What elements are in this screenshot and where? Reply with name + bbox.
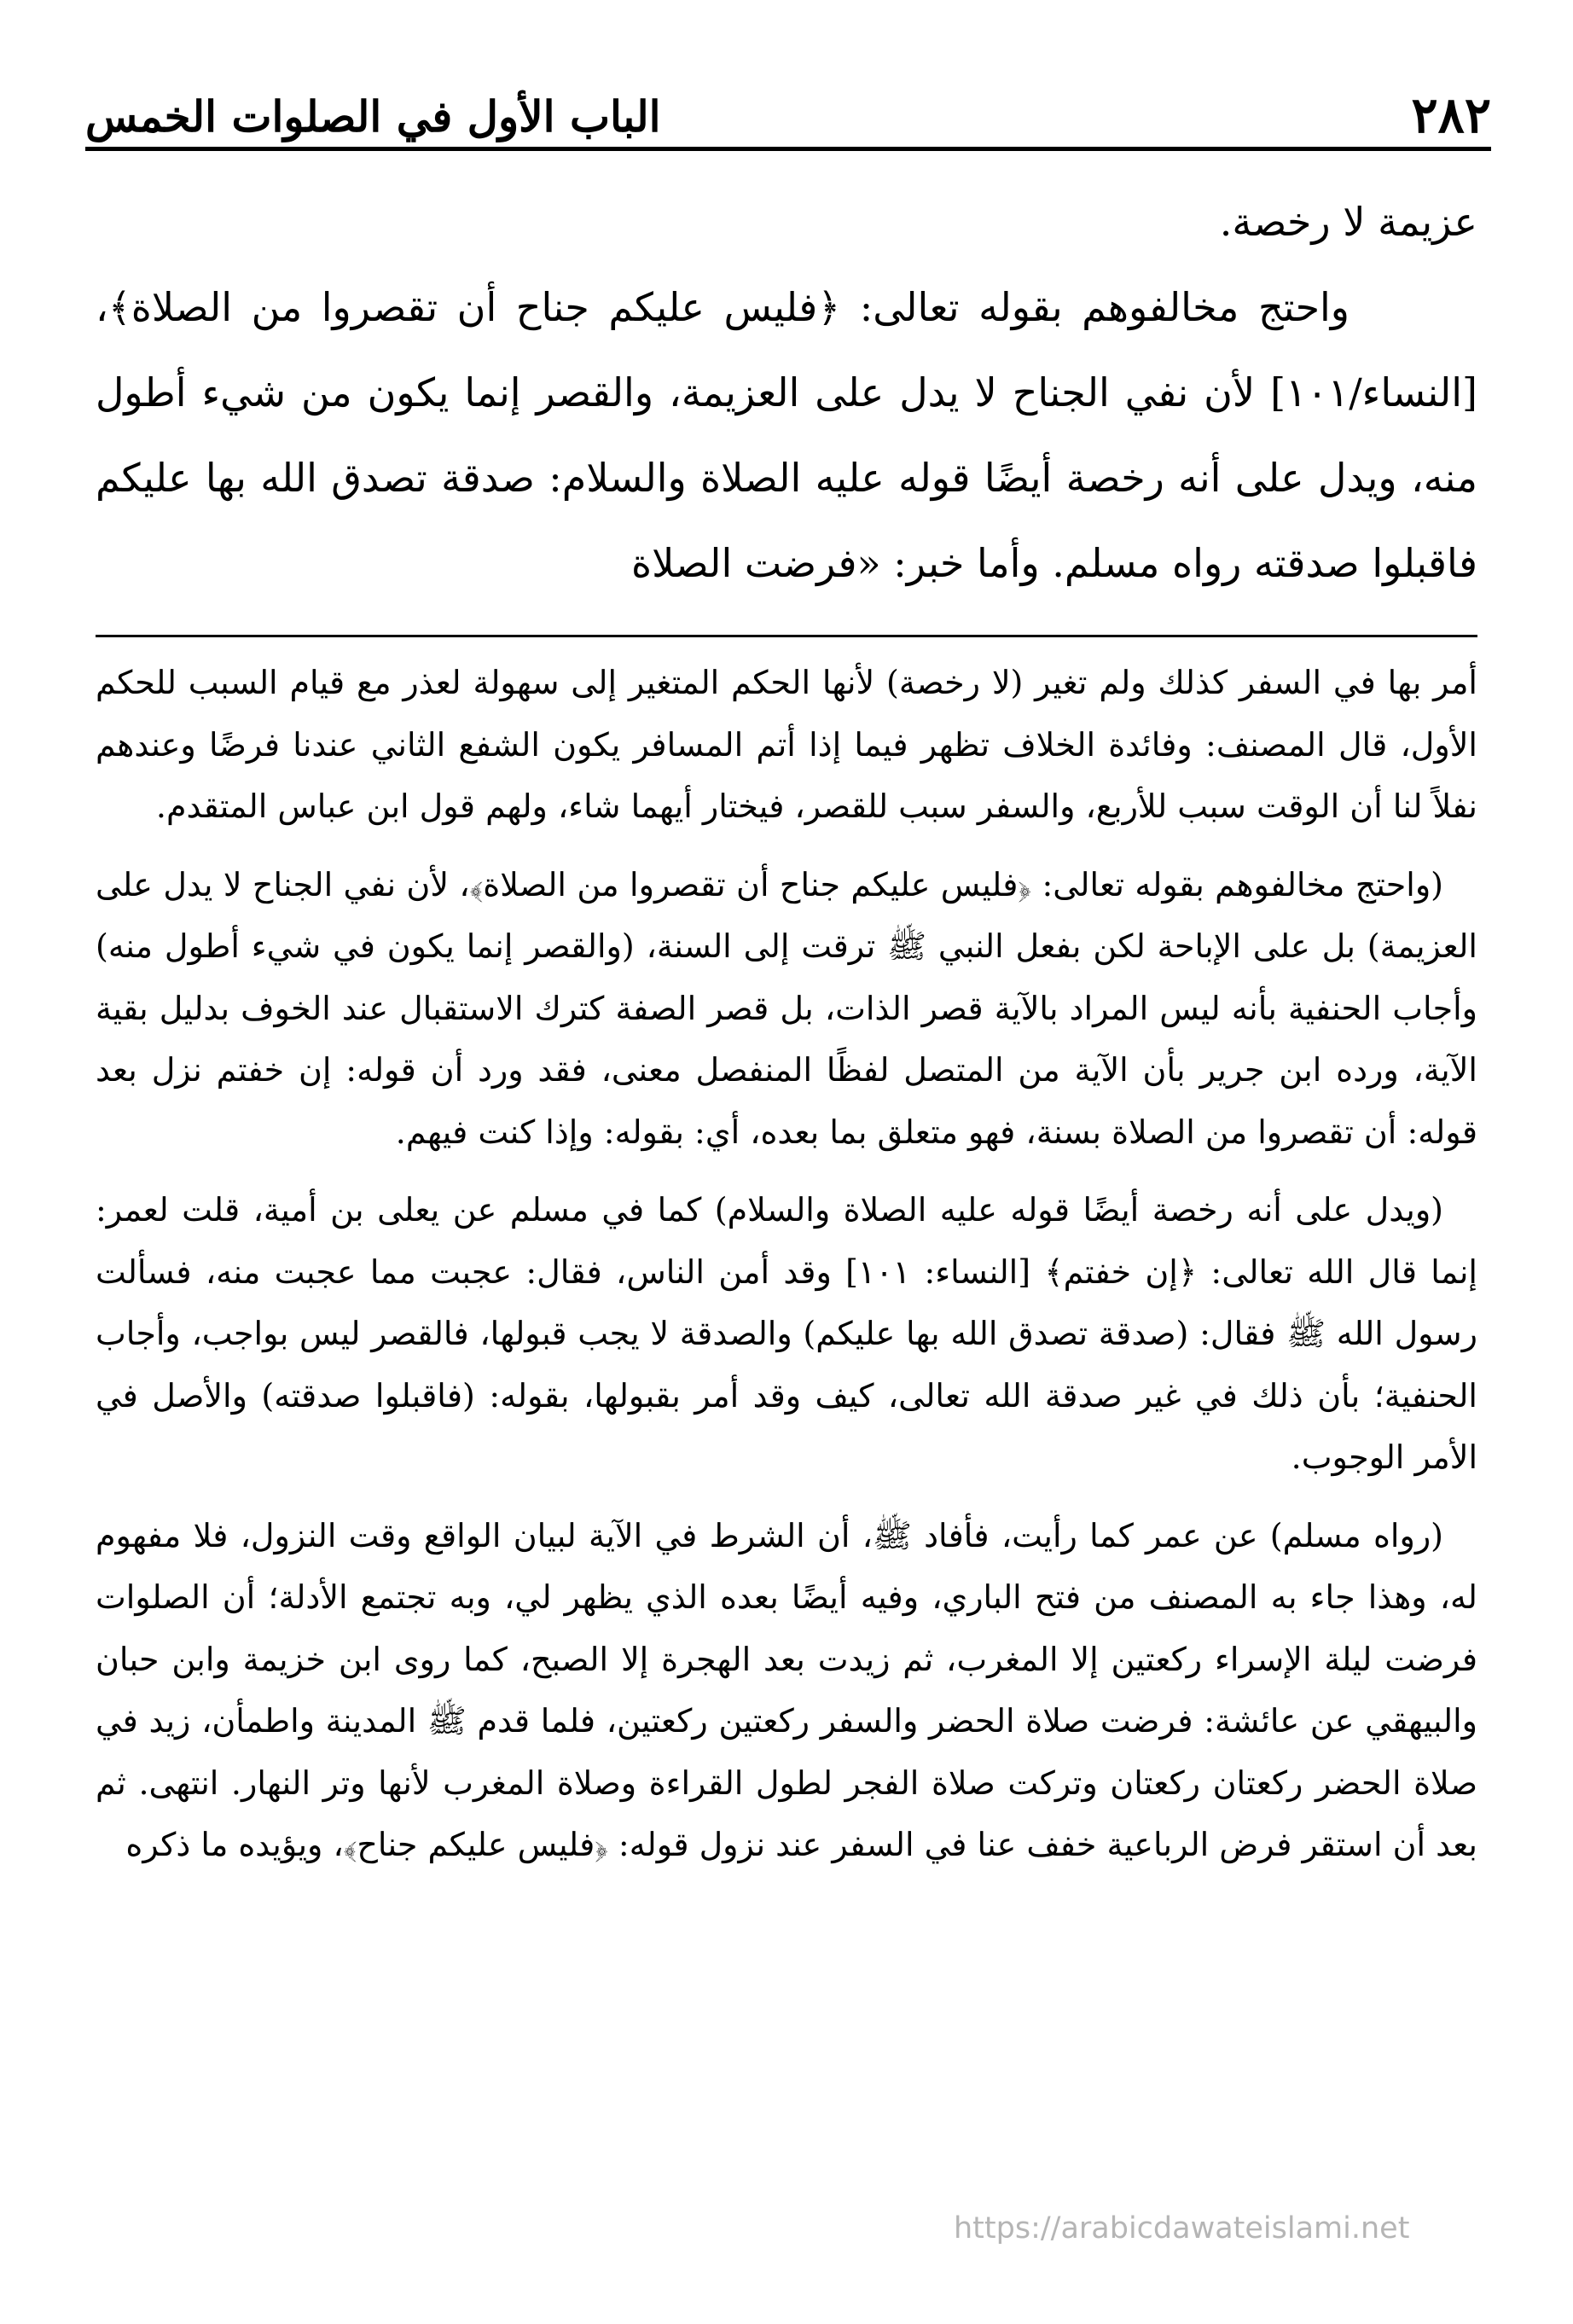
commentary-paragraph: أمر بها في السفر كذلك ولم تغير (لا رخصة) لأنها الحكم المتغير إلى سهولة لعذر مع قيام السبب للحكم الأول، قال المصنف: وفائدة الخلاف تظهر فيما إذا أتم المسافر يكون الشفع الثاني عندنا فرضًا وعندهم نفلاً لنا أن الوقت سبب للأربع، والسفر سبب للقصر، فيختار أيهما شاء، ولهم قول ابن عباس المتقدم.: [96, 664, 1477, 825]
commentary-paragraph: (رواه مسلم) عن عمر كما رأيت، فأفاد ﷺ، أن الشرط في الآية لبيان الواقع وقت النزول، فلا مفهوم له، وهذا جاء به المصنف من فتح الباري، وفيه أيضًا بعده الذي يظهر لي، وبه تجتمع الأدلة؛ أن الصلوات فرضت ليلة الإسراء ركعتين إلا المغرب، ثم زيدت بعد الهجرة إلا الصبح، كما روى ابن خزيمة وابن حبان والبيهقي عن عائشة: فرضت صلاة الحضر والسفر ركعتين ركعتين، فلما قدم ﷺ المدينة واطمأن، زيد في صلاة الحضر ركعتان ركعتان وتركت صلاة الفجر لطول القراءة وصلاة المغرب لأنها وتر النهار. انتهى. ثم بعد أن استقر فرض الرباعية خفف عنا في السفر عند نزول قوله: ﴿فليس عليكم جناح﴾، ويؤيده ما ذكره: [96, 1516, 1477, 1863]
commentary-paragraph: (واحتج مخالفوهم بقوله تعالى: ﴿فليس عليكم جناح أن تقصروا من الصلاة﴾، لأن نفي الجناح لا يدل على العزيمة) بل على الإباحة لكن بفعل النبي ﷺ ترقت إلى السنة، (والقصر إنما يكون في شيء أطول منه) وأجاب الحنفية بأنه ليس المراد بالآية قصر الذات، بل قصر الصفة كترك الاستقبال عند الخوف بدليل بقية الآية، ورده ابن جرير بأن الآية من المتصل لفظًا المنفصل معنى، فقد ورد أن قوله: إن خفتم نزل بعد قوله: أن تقصروا من الصلاة بسنة، فهو متعلق بما بعده، أي: بقوله: وإذا كنت فيهم.: [96, 865, 1477, 1151]
footnote-divider: [96, 635, 1477, 637]
commentary: [96, 652, 1477, 1892]
main-paragraph: واحتج مخالفوهم بقوله تعالى: ﴿فليس عليكم جناح أن تقصروا من الصلاة﴾، [النساء/١٠١] لأن نفي الجناح لا يدل على العزيمة، والقصر إنما يكون من شيء أطول منه، ويدل على أنه رخصة أيضًا قوله عليه الصلاة والسلام: صدقة تصدق الله بها عليكم فاقبلوا صدقته رواه مسلم. وأما خبر: «فرضت الصلاة: [96, 284, 1477, 586]
commentary-paragraph: (ويدل على أنه رخصة أيضًا قوله عليه الصلاة والسلام) كما في مسلم عن يعلى بن أمية، قلت لعمر: إنما قال الله تعالى: ﴿إن خفتم﴾ [النساء: ١٠١] وقد أمن الناس، فقال: عجبت مما عجبت منه، فسألت رسول الله ﷺ فقال: (صدقة تصدق الله بها عليكم) والصدقة لا يجب قبولها، فالقصر ليس بواجب، وأجاب الحنفية؛ بأن ذلك في غير صدقة الله تعالى، كيف وقد أمر بقبولها، بقوله: (فاقبلوا صدقته) والأصل في الأمر الوجوب.: [96, 1191, 1477, 1476]
watermark-url: https://arabicdawateislami.net: [954, 2211, 1410, 2246]
main-paragraph: عزيمة لا رخصة.: [1219, 199, 1477, 245]
main-text: [96, 179, 1477, 606]
running-title: الباب الأول في الصلوات الخمس: [85, 91, 661, 142]
page-header: [85, 78, 1491, 151]
page-number: ٢٨٢: [1411, 86, 1491, 144]
